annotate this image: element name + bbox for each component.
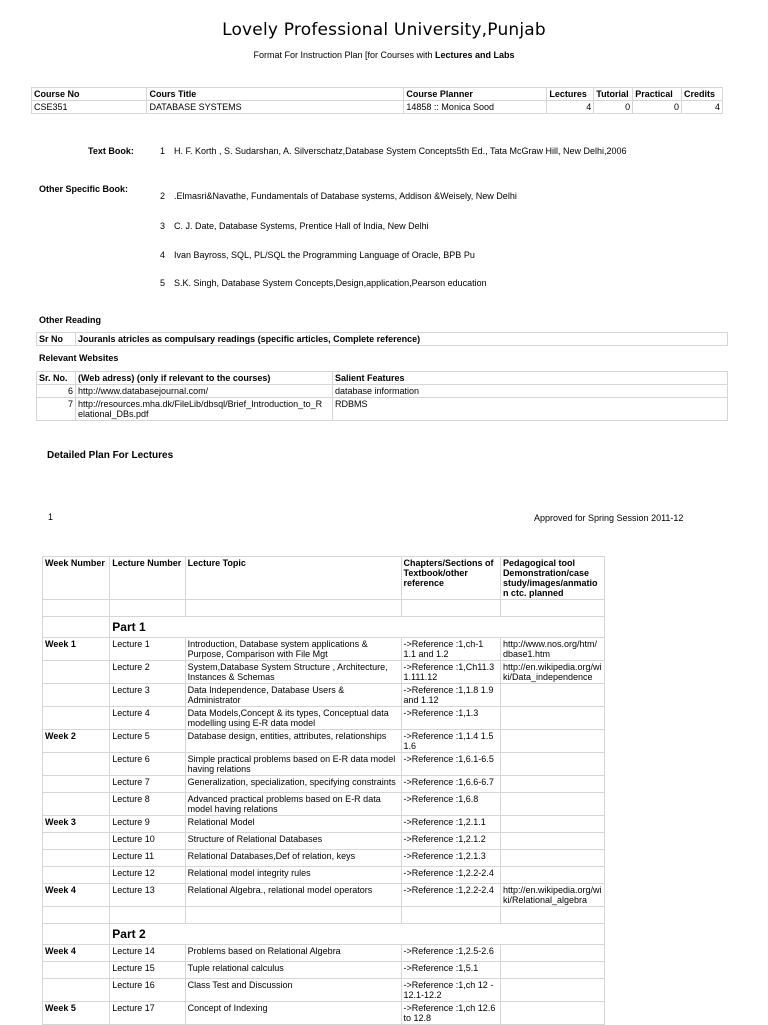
other-book-label: Other Specific Book: [39,184,129,194]
pedagogical-tool-cell [500,962,604,979]
lecture-topic-cell: Introduction, Database system applications & Purpose, Comparison with File Mgt [185,638,401,661]
website-sr: 7 [37,398,76,421]
lecture-number-cell: Lecture 6 [110,753,185,776]
week-number-cell [43,776,110,793]
week-number-cell [43,707,110,730]
pedagogical-tool-cell [500,707,604,730]
reference-cell: ->Reference :1,2.2-2.4 [401,867,500,884]
lecture-number-cell: Lecture 14 [110,945,185,962]
col-web-address: (Web adress) (only if relevant to the courses) [76,372,333,385]
pedagogical-tool-cell: http://en.wikipedia.org/wi ki/Data_independence [500,661,604,684]
lecture-number-cell: Lecture 11 [110,850,185,867]
week-number-cell [43,661,110,684]
reference-cell: ->Reference :1,2.2-2.4 [401,884,500,907]
pedagogical-tool-cell [500,945,604,962]
book-text: .Elmasri&Navathe, Fundamentals of Database systems, Addison &Weisely, New Delhi [174,191,517,201]
table-row [43,1002,605,1025]
lecture-topic-cell: Concept of Indexing [185,1002,401,1025]
reference-cell: ->Reference :1,1.4 1.5 1.6 [401,730,500,753]
tutorial-count: 0 [594,101,633,114]
lecture-number-cell: Lecture 17 [110,1002,185,1025]
website-url: http://www.databasejournal.com/ [76,385,333,398]
reference-cell: ->Reference :1,ch-1 1.1 and 1.2 [401,638,500,661]
lecture-number-cell: Lecture 4 [110,707,185,730]
other-book-item [160,221,429,231]
table-row [43,753,605,776]
reference-cell: ->Reference :1,1.3 [401,707,500,730]
book-text: H. F. Korth , S. Sudarshan, A. Silverschatz,Database System Concepts5th Ed., Tata McGraw Hill, New Delhi,2006 [174,146,627,156]
reference-cell: ->Reference :1,2.1.3 [401,850,500,867]
table-row [43,867,605,884]
lecture-plan-header [43,557,605,600]
table-row [43,962,605,979]
course-no: CSE351 [32,101,147,114]
week-number-cell [43,753,110,776]
pedagogical-tool-cell [500,684,604,707]
part-row [43,617,605,638]
reference-cell: ->Reference :1,5.1 [401,962,500,979]
week-number-cell: Week 5 [43,1002,110,1025]
credits-count: 4 [682,101,723,114]
detailed-plan-title: Detailed Plan For Lectures [47,450,174,461]
part-1-label: Part 1 [110,617,605,638]
pedagogical-tool-cell [500,850,604,867]
table-row [43,730,605,753]
lecture-topic-cell: Relational model integrity rules [185,867,401,884]
lecture-topic-cell: Generalization, specialization, specifying constraints [185,776,401,793]
other-book-item [160,191,517,201]
website-url: http://resources.mha.dk/FileLib/dbsql/Brief_Introduction_to_R elational_DBs.pdf [76,398,333,421]
lecture-number-cell: Lecture 9 [110,816,185,833]
pedagogical-tool-cell [500,1002,604,1025]
approved-session: Approved for Spring Session 2011-12 [534,513,684,523]
week-number-cell: Week 1 [43,638,110,661]
col-journal-articles: Jouranls atricles as compulsary readings (specific articles, Complete reference) [76,333,728,346]
pedagogical-tool-cell: http://www.nos.org/htm/ dbase1.htm [500,638,604,661]
lecture-topic-cell: Simple practical problems based on E-R data model having relations [185,753,401,776]
pedagogical-tool-cell [500,793,604,816]
week-number-cell: Week 4 [43,945,110,962]
spacer-row [43,907,605,924]
lecture-topic-cell: System,Database System Structure , Architecture, Instances & Schemas [185,661,401,684]
col-chapters: Chapters/Sections of Textbook/other reference [401,557,500,600]
lecture-number-cell: Lecture 2 [110,661,185,684]
col-lecture-topic: Lecture Topic [185,557,401,600]
reference-cell: ->Reference :1,2.1.2 [401,833,500,850]
table-row [37,385,728,398]
pedagogical-tool-cell [500,753,604,776]
lecture-topic-cell: Tuple relational calculus [185,962,401,979]
reference-cell: ->Reference :1,6.8 [401,793,500,816]
reference-cell: ->Reference :1,6.6-6.7 [401,776,500,793]
text-book-label: Text Book: [88,146,134,156]
book-text: C. J. Date, Database Systems, Prentice Hall of India, New Delhi [174,221,429,231]
table-row [43,638,605,661]
lecture-topic-cell: Relational Databases,Def of relation, keys [185,850,401,867]
book-number: 4 [160,250,166,260]
lecture-number-cell: Lecture 15 [110,962,185,979]
week-number-cell [43,793,110,816]
part-row [43,924,605,945]
week-number-cell: Week 3 [43,816,110,833]
book-number: 3 [160,221,166,231]
part-2-rows [43,945,605,1025]
format-bold: Lectures and Labs [435,50,515,60]
book-text: Ivan Bayross, SQL, PL/SQL the Programming Language of Oracle, BPB Pu [174,250,475,260]
pedagogical-tool-cell [500,833,604,850]
course-title: DATABASE SYSTEMS [147,101,404,114]
table-row [43,793,605,816]
col-course-planner: Course Planner [404,88,547,101]
reference-cell: ->Reference :1,ch 12 - 12.1-12.2 [401,979,500,1002]
col-course-no: Course No [32,88,147,101]
spacer-row [43,600,605,617]
lecture-number-cell: Lecture 1 [110,638,185,661]
course-table-header [32,88,723,101]
col-pedagogical-tool: Pedagogical tool Demonstration/case study/images/anmatio n ctc. planned [500,557,604,600]
col-lectures: Lectures [547,88,594,101]
lecture-number-cell: Lecture 3 [110,684,185,707]
other-book-item [160,278,487,288]
lecture-number-cell: Lecture 10 [110,833,185,850]
book-text: S.K. Singh, Database System Concepts,Design,application,Pearson education [174,278,487,288]
course-table-row [32,101,723,114]
pedagogical-tool-cell: http://en.wikipedia.org/wi ki/Relational_algebra [500,884,604,907]
week-number-cell [43,962,110,979]
week-number-cell [43,833,110,850]
book-number: 5 [160,278,166,288]
website-features: database information [333,385,728,398]
lecture-topic-cell: Database design, entities, attributes, relationships [185,730,401,753]
pedagogical-tool-cell [500,816,604,833]
reference-cell: ->Reference :1,2.1.1 [401,816,500,833]
week-number-cell: Week 4 [43,884,110,907]
lecture-number-cell: Lecture 5 [110,730,185,753]
table-row [43,707,605,730]
table-row [43,661,605,684]
week-number-cell [43,867,110,884]
websites-table [36,371,728,421]
lecture-number-cell: Lecture 12 [110,867,185,884]
lecture-number-cell: Lecture 8 [110,793,185,816]
lectures-count: 4 [547,101,594,114]
other-book-item [160,250,475,260]
reference-cell: ->Reference :1,ch 12.6 to 12.8 [401,1002,500,1025]
text-book-item [160,146,627,156]
lecture-topic-cell: Problems based on Relational Algebra [185,945,401,962]
format-prefix: Format For Instruction Plan [for Courses with [253,50,436,60]
lecture-topic-cell: Advanced practical problems based on E-R data model having relations [185,793,401,816]
book-number: 2 [160,191,166,201]
lecture-topic-cell: Class Test and Discussion [185,979,401,1002]
other-reading-label: Other Reading [39,315,102,325]
university-title: Lovely Professional University,Punjab [222,20,546,40]
part-2-label: Part 2 [110,924,605,945]
table-row [43,945,605,962]
col-tutorial: Tutorial [594,88,633,101]
lecture-topic-cell: Data Models,Concept & its types, Conceptual data modelling using E-R data model [185,707,401,730]
col-course-title: Cours Title [147,88,404,101]
website-features: RDBMS [333,398,728,421]
reference-cell: ->Reference :1,6.1-6.5 [401,753,500,776]
lecture-number-cell: Lecture 13 [110,884,185,907]
lecture-topic-cell: Relational Algebra., relational model operators [185,884,401,907]
websites-header [37,372,728,385]
format-subtitle [0,50,768,60]
week-number-cell [43,850,110,867]
other-reading-table [36,332,728,346]
table-row [37,398,728,421]
table-row [43,979,605,1002]
reference-cell: ->Reference :1,Ch11.3 1.111.12 [401,661,500,684]
table-row [43,884,605,907]
practical-count: 0 [633,101,682,114]
lecture-number-cell: Lecture 7 [110,776,185,793]
page-number: 1 [48,512,54,522]
lecture-topic-cell: Data Independence, Database Users & Administrator [185,684,401,707]
week-number-cell: Week 2 [43,730,110,753]
lecture-topic-cell: Structure of Relational Databases [185,833,401,850]
pedagogical-tool-cell [500,867,604,884]
week-number-cell [43,684,110,707]
reference-cell: ->Reference :1,1.8 1.9 and 1.12 [401,684,500,707]
book-number: 1 [160,146,166,156]
part-1-rows [43,638,605,907]
website-sr: 6 [37,385,76,398]
table-row [43,850,605,867]
course-table [31,87,723,114]
week-number-cell [43,979,110,1002]
col-week-number: Week Number [43,557,110,600]
col-credits: Credits [682,88,723,101]
table-row [43,833,605,850]
reference-cell: ->Reference :1,2.5-2.6 [401,945,500,962]
table-row [43,776,605,793]
pedagogical-tool-cell [500,979,604,1002]
lecture-number-cell: Lecture 16 [110,979,185,1002]
relevant-websites-label: Relevant Websites [39,353,119,363]
lecture-plan-table [42,556,605,1025]
course-planner: 14858 :: Monica Sood [404,101,547,114]
lecture-topic-cell: Relational Model [185,816,401,833]
col-lecture-number: Lecture Number [110,557,185,600]
pedagogical-tool-cell [500,776,604,793]
col-sr-no: Sr No [37,333,76,346]
other-reading-header [37,333,728,346]
table-row [43,684,605,707]
col-practical: Practical [633,88,682,101]
pedagogical-tool-cell [500,730,604,753]
col-sr-no: Sr. No. [37,372,76,385]
table-row [43,816,605,833]
col-salient-features: Salient Features [333,372,728,385]
